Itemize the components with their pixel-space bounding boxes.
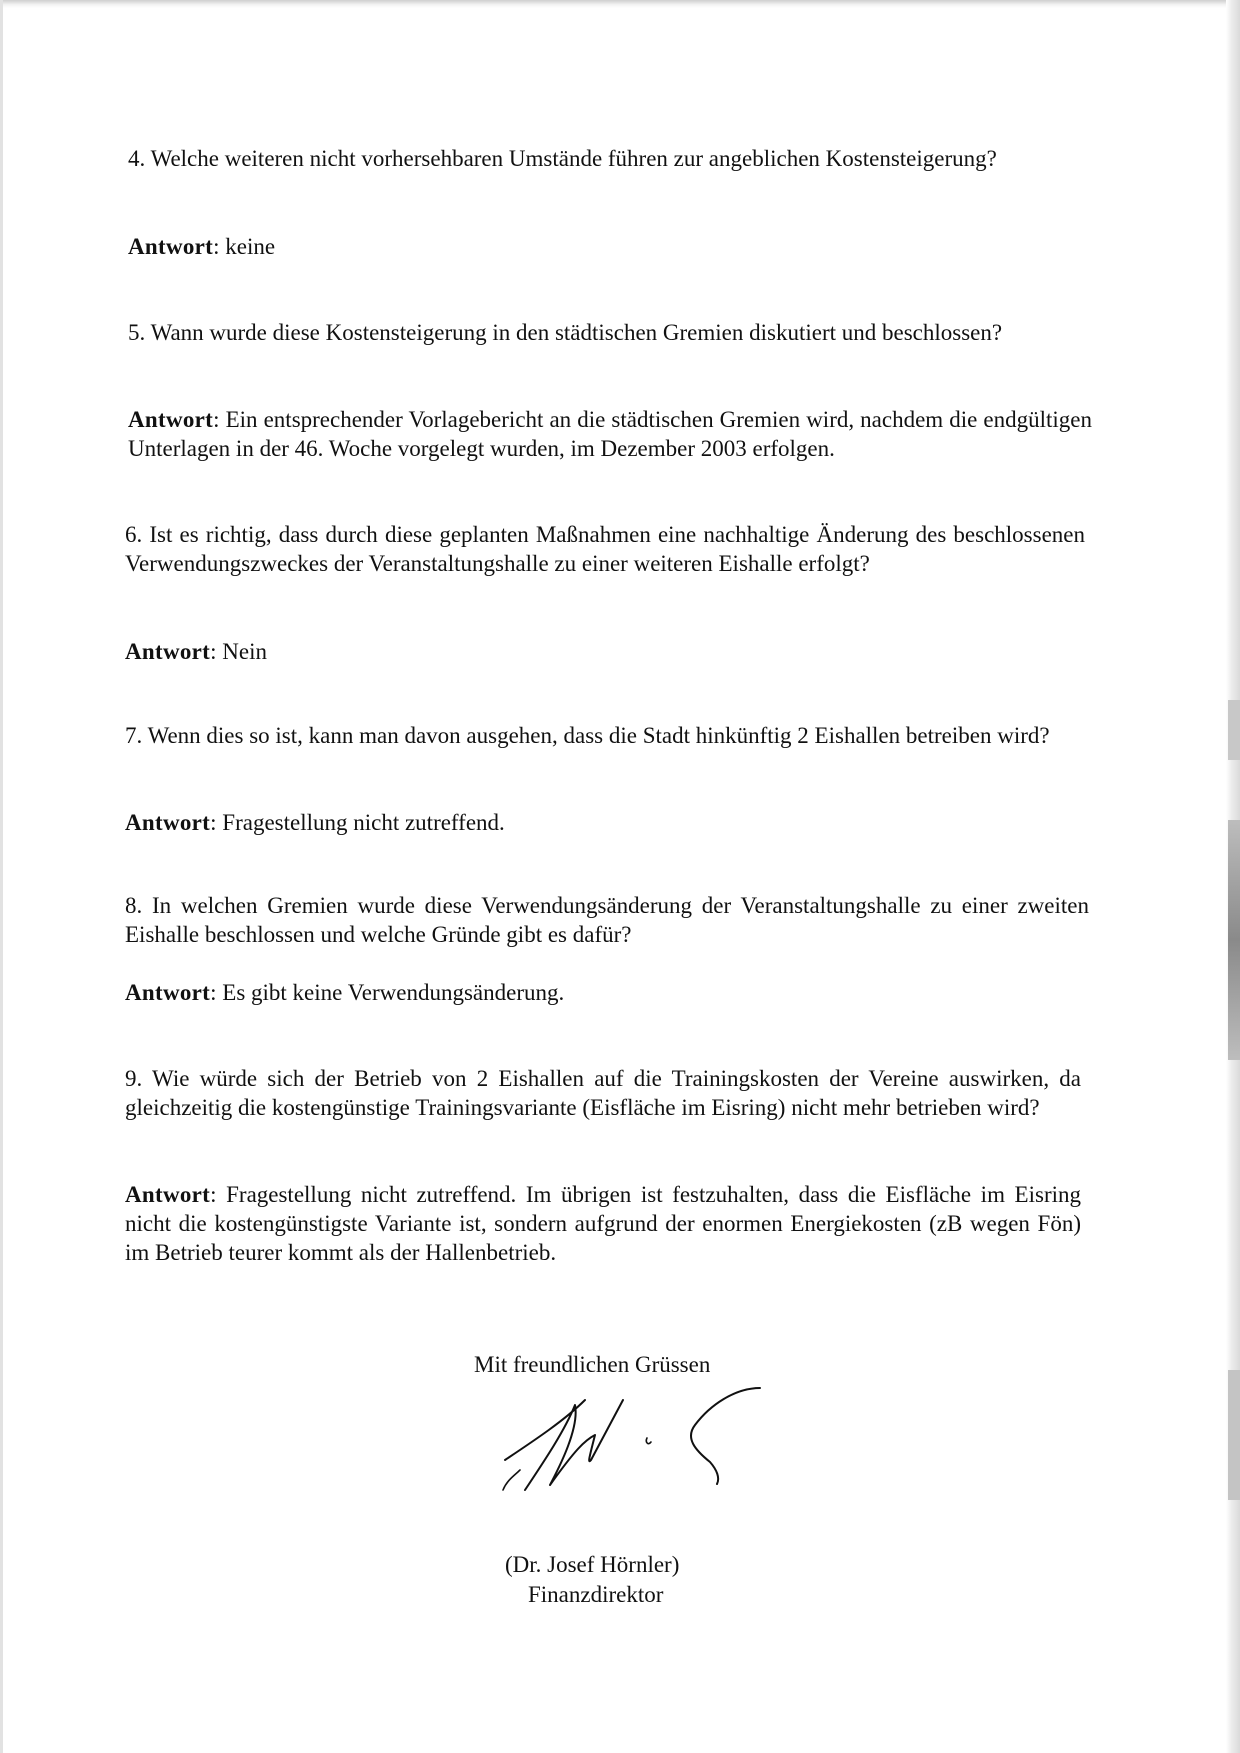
question-5: 5. Wann wurde diese Kostensteigerung in den städtischen Gremien diskutiert und beschlossen?	[128, 320, 1003, 345]
answer-text: : Es gibt keine Verwendungsänderung.	[210, 980, 565, 1005]
scan-band	[1228, 1370, 1240, 1500]
answer-9	[125, 1180, 1081, 1267]
answer-8	[125, 978, 1089, 1007]
closing-title: Finanzdirektor	[528, 1582, 664, 1607]
closing-greeting: Mit freundlichen Grüssen	[474, 1352, 711, 1377]
answer-label: Antwort	[128, 407, 214, 432]
question-7: 7. Wenn dies so ist, kann man davon ausgehen, dass die Stadt hinkünftig 2 Eishallen betreiben wird?	[125, 723, 1050, 748]
answer-label: Antwort	[125, 639, 211, 664]
answer-text: : Ein entsprechender Vorlagebericht an die städtischen Gremien wird, nachdem die endgültigen Unterlagen in der 46. Woche vorgelegt wurden, im Dezember 2003 erfolgen.	[128, 407, 1092, 461]
question-8: 8. In welchen Gremien wurde diese Verwendungsänderung der Veranstaltungshalle zu einer zweiten Eishalle beschlossen und welche Gründe gibt es dafür?	[125, 893, 1089, 947]
question-4: 4. Welche weiteren nicht vorhersehbaren Umstände führen zur angeblichen Kostensteigerung?	[128, 146, 997, 171]
question-6: 6. Ist es richtig, dass durch diese geplanten Maßnahmen eine nachhaltige Änderung des beschlossenen Verwendungszweckes der Veranstaltungshalle zu einer weiteren Eishalle erfolgt?	[125, 522, 1085, 576]
answer-label: Antwort	[125, 1182, 211, 1207]
signature	[495, 1380, 775, 1500]
answer-text: : Nein	[210, 639, 267, 664]
scan-edge-right	[1226, 0, 1240, 1753]
scan-band	[1228, 820, 1240, 1060]
closing-name: (Dr. Josef Hörnler)	[505, 1552, 680, 1577]
scan-edge-top	[0, 0, 1240, 8]
answer-7	[125, 808, 1089, 837]
answer-label: Antwort	[125, 810, 211, 835]
answer-text: : Fragestellung nicht zutreffend. Im übrigen ist festzuhalten, dass die Eisfläche im Eisring nicht die kostengünstigste Variante ist, sondern aufgrund der enormen Energiekosten (zB wegen Fön) im Betrieb teurer kommt als der Hallenbetrieb.	[125, 1182, 1081, 1265]
answer-4	[128, 232, 1092, 261]
scan-edge-left	[0, 0, 3, 1753]
scan-band	[1228, 700, 1240, 760]
answer-label: Antwort	[125, 980, 211, 1005]
answer-6	[125, 637, 1089, 666]
answer-text: : Fragestellung nicht zutreffend.	[210, 810, 505, 835]
answer-text: : keine	[213, 234, 276, 259]
answer-5	[128, 405, 1092, 463]
question-9: 9. Wie würde sich der Betrieb von 2 Eishallen auf die Trainingskosten der Vereine auswirken, da gleichzeitig die kostengünstige Trainingsvariante (Eisfläche im Eisring) nicht mehr betrieben wird?	[125, 1066, 1081, 1120]
answer-label: Antwort	[128, 234, 214, 259]
